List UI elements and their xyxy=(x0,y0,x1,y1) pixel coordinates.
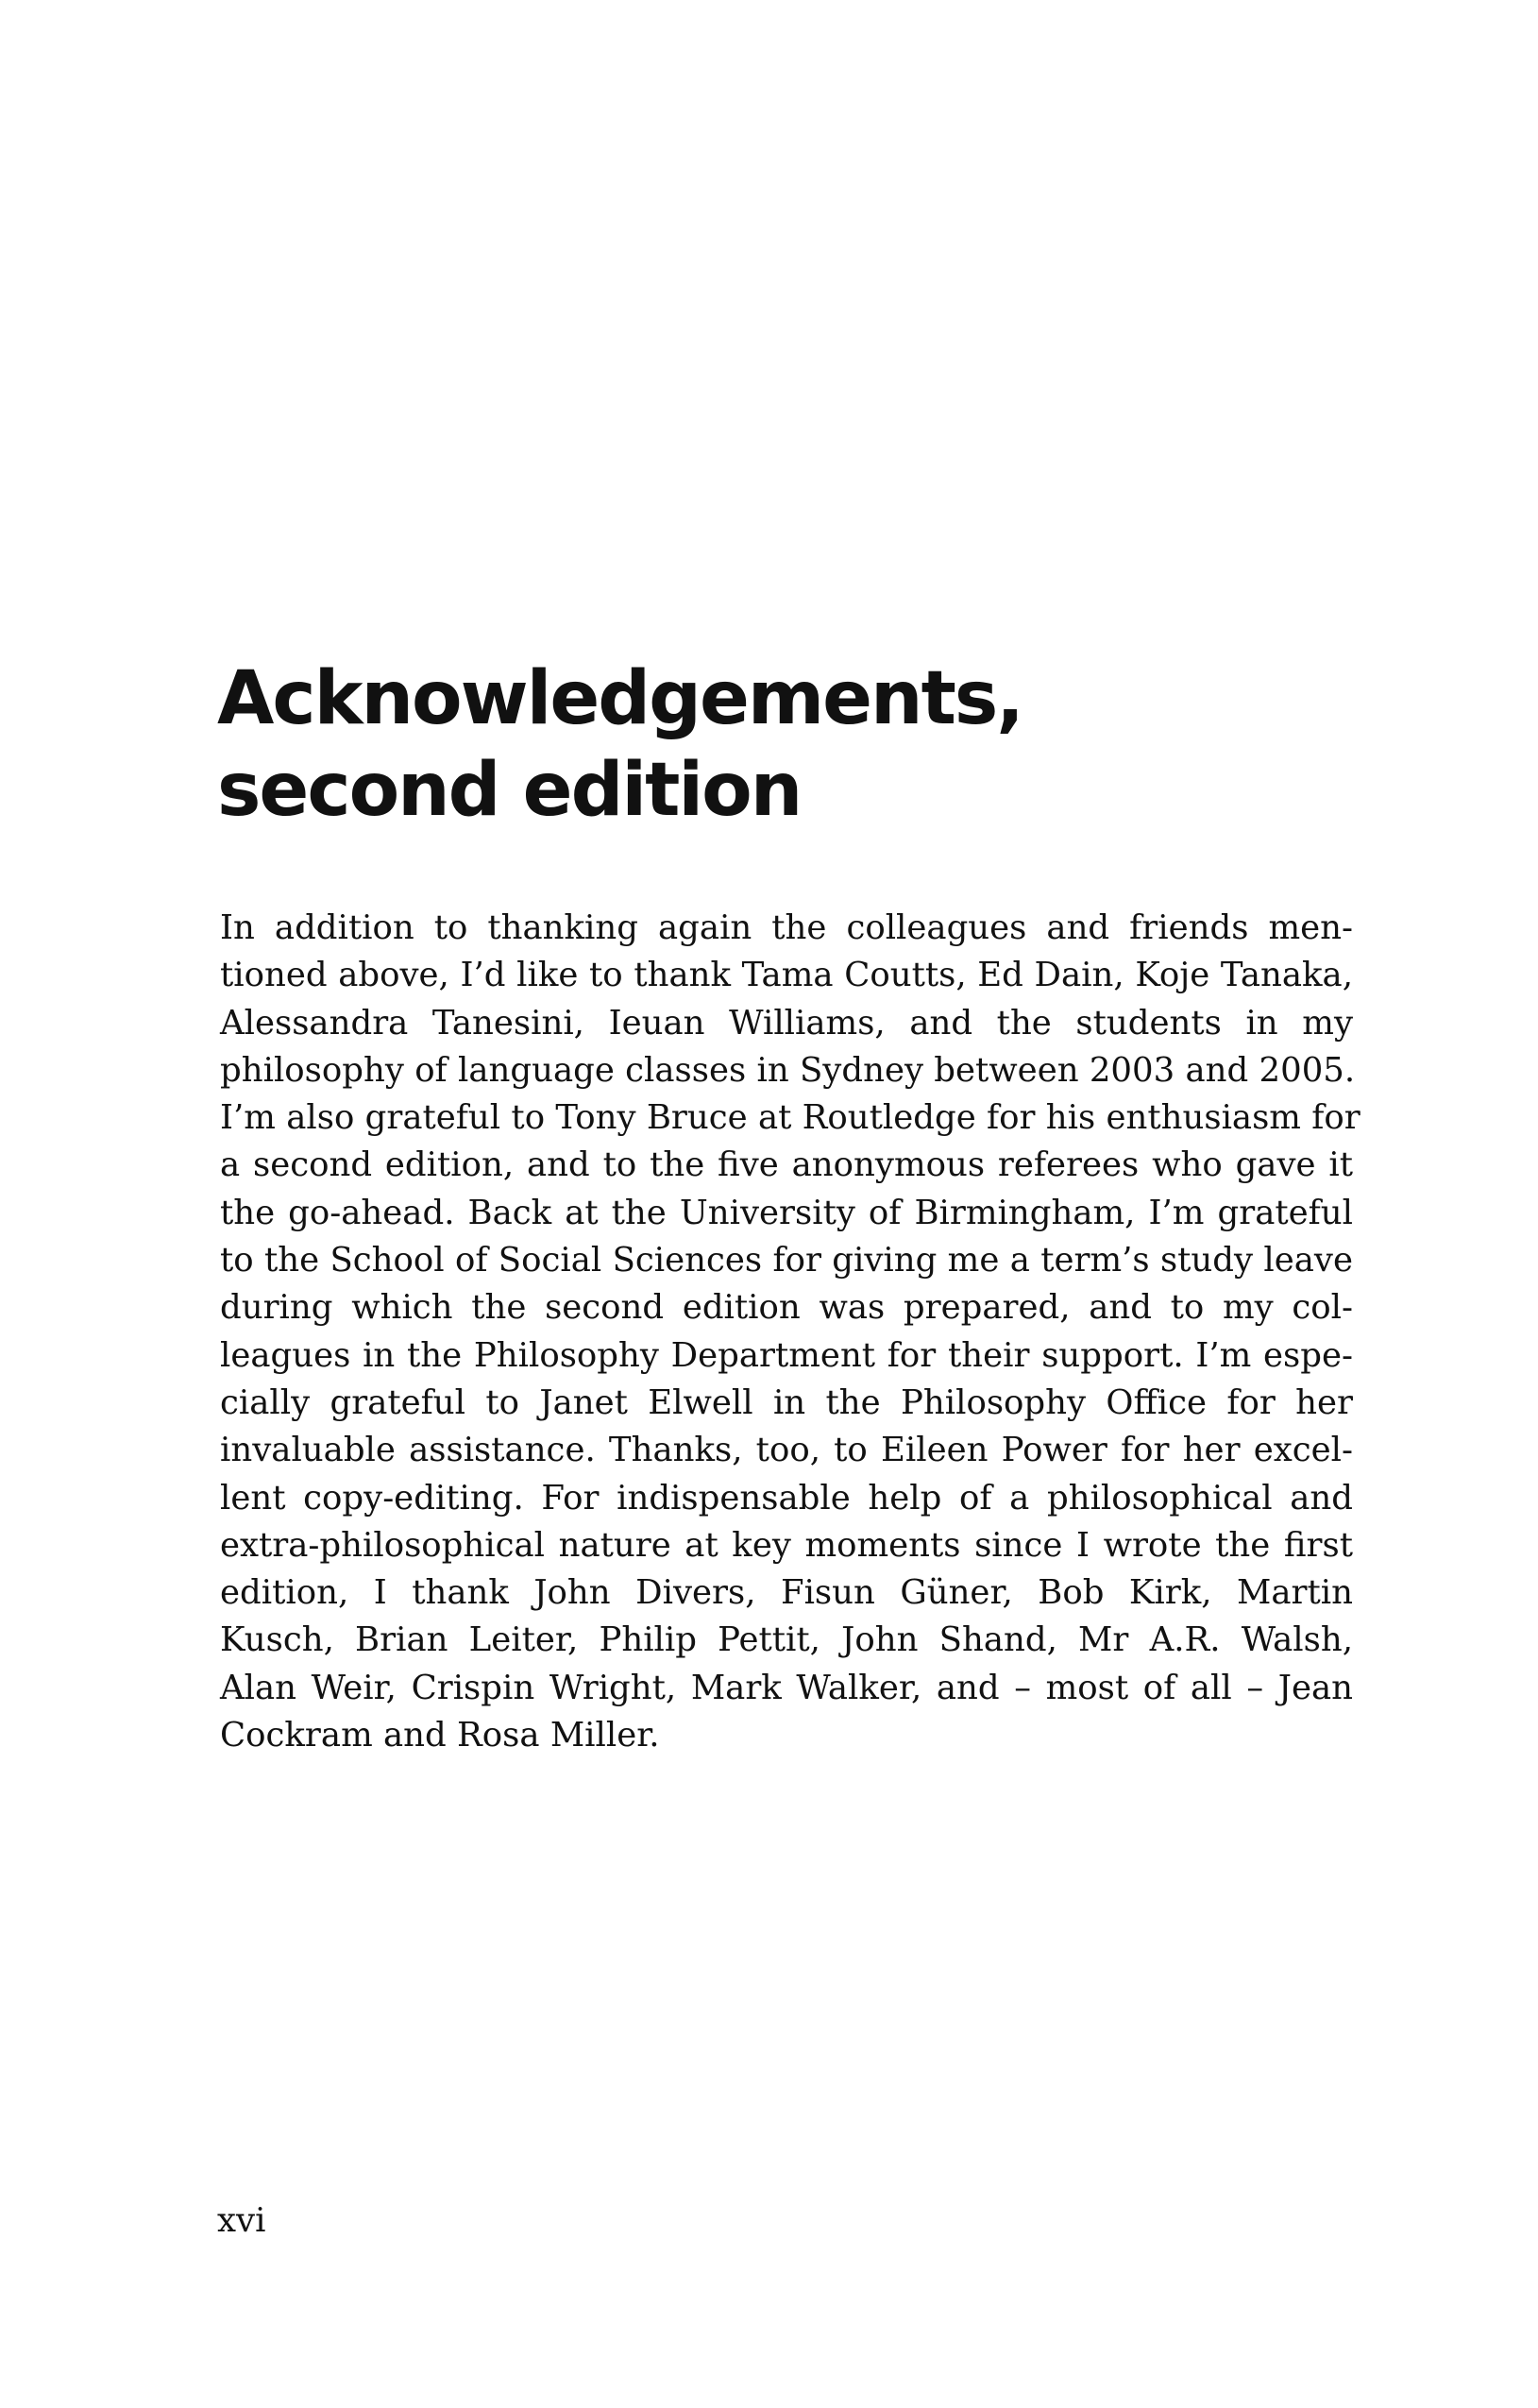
text-line: I’m also grateful to Tony Bruce at Routledge for his enthusiasm for xyxy=(220,1098,1361,1138)
text-line: Alan Weir, Crispin Wright, Mark Walker, and – most of all – Jean xyxy=(220,1668,1353,1707)
text-line: cially grateful to Janet Elwell in the Philosophy Office for her xyxy=(220,1382,1353,1422)
text-line: during which the second edition was prepared, and to my col- xyxy=(220,1288,1353,1328)
text-line: lent copy-editing. For indispensable help of a philosophical and xyxy=(220,1478,1353,1518)
text-line: In addition to thanking again the colleagues and friends men- xyxy=(220,908,1353,947)
text-line: Alessandra Tanesini, Ieuan Williams, and the students in my xyxy=(220,1003,1353,1043)
acknowledgements-paragraph xyxy=(220,905,1361,1759)
text-line: a second edition, and to the five anonymous referees who gave it xyxy=(220,1145,1353,1185)
page-number: xvi xyxy=(217,2201,266,2240)
text-line: to the School of Social Sciences for giving me a term’s study leave xyxy=(220,1241,1353,1280)
text-line: edition, I thank John Divers, Fisun Güner, Bob Kirk, Martin xyxy=(220,1573,1353,1613)
text-line: invaluable assistance. Thanks, too, to Eileen Power for her excel- xyxy=(220,1431,1353,1470)
text-line: the go-ahead. Back at the University of Birmingham, I’m grateful xyxy=(220,1193,1353,1232)
text-line: Cockram and Rosa Miller. xyxy=(220,1716,660,1755)
page-title-line: Acknowledgements, xyxy=(217,656,1023,741)
text-line: leagues in the Philosophy Department for their support. I’m espe- xyxy=(220,1335,1353,1375)
text-line: tioned above, I’d like to thank Tama Coutts, Ed Dain, Koje Tanaka, xyxy=(220,956,1353,995)
page-title xyxy=(217,653,1256,837)
text-line: extra-philosophical nature at key moments since I wrote the first xyxy=(220,1525,1353,1565)
text-line: Kusch, Brian Leiter, Philip Pettit, John Shand, Mr A.R. Walsh, xyxy=(220,1620,1353,1660)
page-title-line: second edition xyxy=(217,748,802,833)
text-line: philosophy of language classes in Sydney between 2003 and 2005. xyxy=(220,1050,1356,1090)
